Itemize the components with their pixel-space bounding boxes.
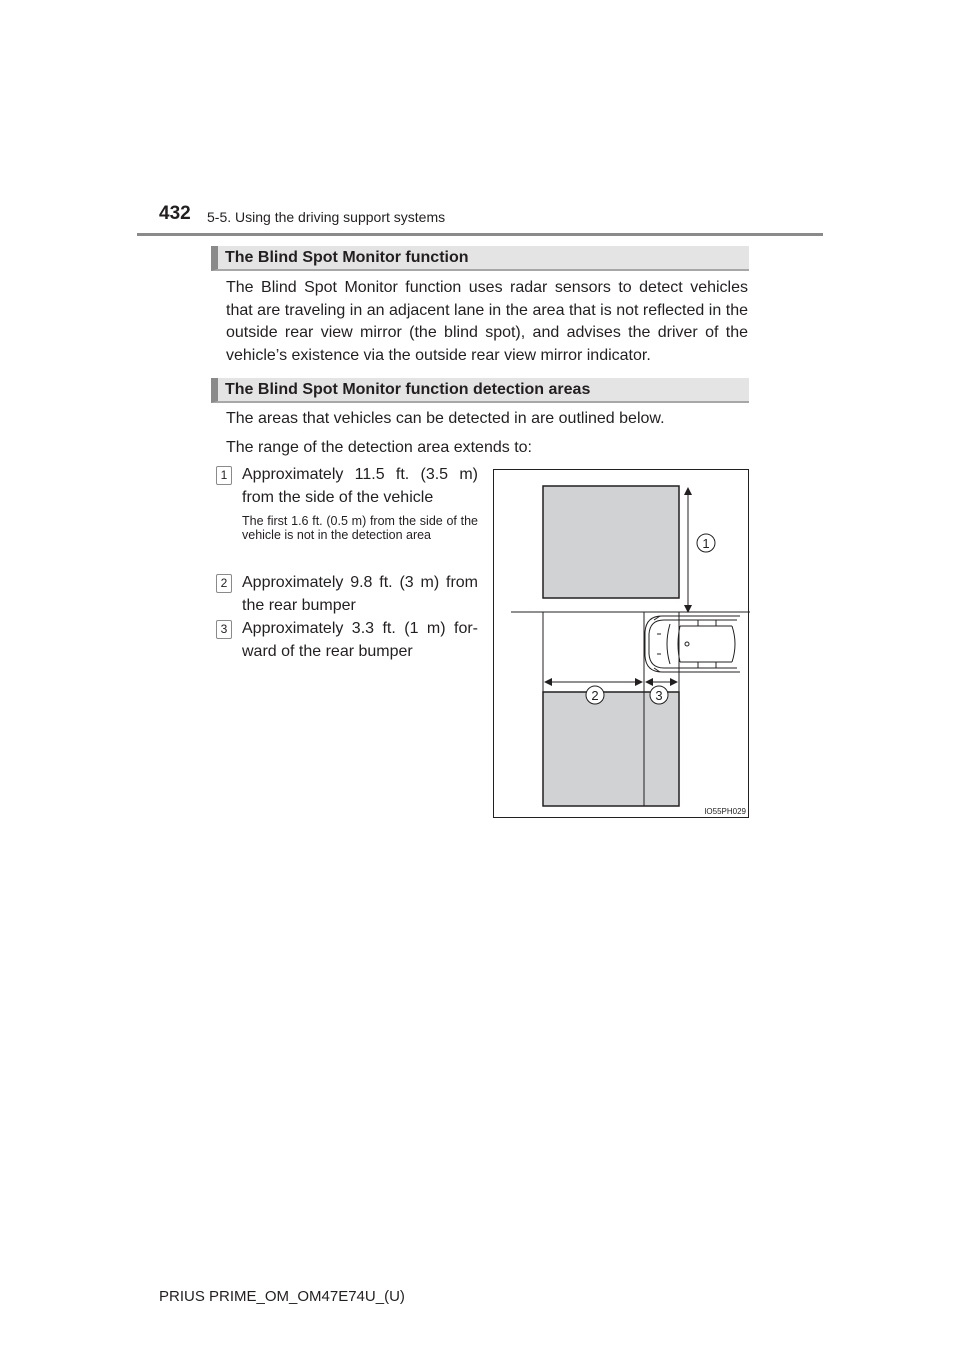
detection-area-diagram xyxy=(494,470,750,819)
detection-range-line: The range of the detection area extends to: xyxy=(226,439,532,456)
rear-detection-area xyxy=(543,692,679,806)
header-rule xyxy=(137,233,823,236)
item-note-1: The first 1.6 ft. (0.5 m) from the side of the vehicle is not in the detection area xyxy=(242,514,478,542)
detection-area-figure xyxy=(493,469,749,818)
section-heading-detection-areas xyxy=(211,378,749,403)
section-heading-bsm-function xyxy=(211,246,749,271)
item-number-2: 2 xyxy=(216,574,232,593)
callout-label-1: 1 xyxy=(702,536,710,551)
item-text-3: Approximately 3.3 ft. (1 m) for- ward of the rear bumper xyxy=(242,620,478,660)
item-text-2: Approximately 9.8 ft. (3 m) from the rear bumper xyxy=(242,574,478,614)
detection-intro-line: The areas that vehicles can be detected in are outlined below. xyxy=(226,410,665,427)
section-heading-text: The Blind Spot Monitor function xyxy=(225,249,469,266)
item-number-3: 3 xyxy=(216,620,232,639)
callout-label-3: 3 xyxy=(655,688,663,703)
figure-code: IO55PH029 xyxy=(704,807,746,816)
section-heading-text: The Blind Spot Monitor function detection areas xyxy=(225,381,591,398)
vehicle-top-view xyxy=(645,616,740,672)
item-text-1: Approximately 11.5 ft. (3.5 m) from the side of the vehicle xyxy=(242,466,478,506)
callout-label-2: 2 xyxy=(591,688,599,703)
page-number: 432 xyxy=(159,203,191,224)
footer-doc-code: PRIUS PRIME_OM_OM47E74U_(U) xyxy=(159,1288,405,1305)
item-number-1: 1 xyxy=(216,466,232,485)
running-header-title: 5-5. Using the driving support systems xyxy=(207,209,446,225)
bsm-function-paragraph: The Blind Spot Monitor function uses radar sensors to detect vehicles that are traveling in an adjacent lane in the area that is not reflected in the outside rear view mirror (the blind spot), and advises the driver of the vehicle’s existence via the outside rear view mirror indicator. xyxy=(226,279,748,364)
side-detection-area xyxy=(543,486,679,598)
